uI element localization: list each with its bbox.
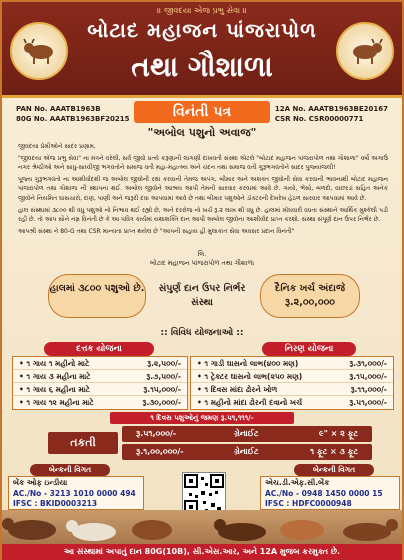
80g-number: 80G No. AAATB1963BF20215: [16, 115, 130, 123]
appeal-badge: વિનંતી પત્ર: [134, 101, 270, 123]
cow-photo-strip: [2, 510, 402, 544]
plaque-section: [18, 426, 390, 462]
bank-account: AC./No - 3213 1010 0000 494: [13, 488, 136, 498]
letter-paragraph: આપશ્રી સંસ્થા ને 80-G તથા CSR માન્યતા પ્રાપ્ત થયેલ છે "આપની સહાય હી મુલાકાત સેવા અવસર પ્રદાન વિનંતી": [18, 227, 295, 235]
registration-right: [275, 104, 388, 124]
signoff-name: બોટાદ મહાજન પાંજરાપોળ તથા ગૌશાળા: [149, 259, 255, 267]
signoff-prefix: લિ.: [197, 250, 207, 258]
list-item: • ૧ ગાય ૧ મહીનો માટે રૂ.૨,૫૦૦/-: [13, 357, 187, 370]
letter-paragraph: હાલ સંસ્થામાં ૩૮૦૦ થી વધુ પશુઓ નો નિભાવ થઈ રહ્યો છે, અને દરરોજ નો ખર્ચ રૂ.૨ લાખ થી વધુ છે. હાલમાં મોંઘવારી વધતા સંસ્થાને આર્થિક મુશ્કેલી પડી રહી છે. તો આપ સૌને નમ્ર વિનંતી છે કે આ પવિત્ર કાર્યમાં યથાશક્તિ દાન આપી અબોલ જીવોના આશીર્વાદ પ્રાપ્ત કરશો. સંસ્થા સંપૂર્ણ દાન ઉપર નિર્ભર છે.: [18, 206, 388, 224]
bank-details-right: [260, 476, 400, 510]
letter-body: [18, 142, 388, 238]
daily-meal-bar: ૧ દિવસ પશુઓનું જમણ રૂ.૫૧,૧૧૧/-: [110, 412, 294, 424]
stat-daily-cost: દૈનિક ખર્ચ અંદાજે રૂ.૨,૦૦,૦૦૦: [260, 274, 360, 318]
letter-paragraph: "જીવદયા એજ પ્રભુ સેવા" ના મંત્રને વરેલી, સર્વ જીવો પ્રત્યે કરૂણાની લાગણી દાખવતી સંસ્થા એટલે "બોટાદ મહાજન પાંજરાપોળ તથા ગૌશાળા" વર્ષો અગાઉ નગર શ્રેષ્ઠીઓ અને સાધુ-સાધ્વીજી ભગવંતોને સમાજ વતી મહા-મહાત્મ્ય અને ચંદન તથા સમાજ વતી ગુરૂભગવંતોને સાદર પુજ્યાંજલી!: [18, 154, 388, 172]
bank-title-left: બેન્કની વિગત: [30, 464, 110, 476]
bank-name: એચ.ડી.એફ.સી.બેંક: [265, 478, 330, 487]
bank-ifsc: IFSC : HDFC0000948: [265, 499, 352, 508]
adopt-scheme-list: [12, 356, 188, 410]
feed-scheme-title: નિરણ યોજના: [262, 342, 356, 356]
list-item: • ૧ ટ્રેક્ટર ઘાસનો લાભ(૨૫૦ મણ) રૂ.૧૫,૦૦૦/-: [191, 370, 393, 383]
header-banner: [2, 2, 402, 98]
list-item: • ૧ ગાય ૬ મહીના માટે રૂ.૧૫,૦૦૦/-: [13, 383, 187, 396]
adopt-scheme-title: દત્તક યોજના: [44, 342, 154, 356]
stats-row: [16, 274, 388, 324]
appeal-subtitle: "અબોલ પશુનો અવાજ": [147, 126, 257, 139]
bank-details-left: [8, 476, 144, 510]
list-item: • ૧ દિવસ માંદા ઢોરને ખોળ રૂ.૧૧,૦૦૦/-: [191, 383, 393, 396]
cow-logo-icon: [336, 22, 394, 80]
letter-paragraph: પૂજ્ય ગુરૂભગવંતો ના આશીર્વાદથી જ અબોલ જીવોની રક્ષા કરવાની તેમજ અપંગ, બીમાર અને અશક્ત જીવોની સેવા કરવાની ભાવનાથી બોટાદ મહાજન પાંજરાપોળ તથા ગૌશાળા ની સ્થાપના થઈ. અબોલ જીવોને આશ્રય આપી તેમની સારવાર કરવામાં આવે છે. ગાયો, ભેંસો, બળદો, વાછરડાં સહિત અનેક જીવોને નિયમિત ઘાસચારો, દાણ, પાણી અને જરૂરી દવા આપવામાં આવે છે તથા બીમાર પશુઓને ડૉક્ટરની દેખરેખ હેઠળ સારવાર આપવામાં આવે છે.: [18, 175, 388, 202]
plaque-label: તકતી: [48, 432, 118, 454]
bank-name: બેંક ઓફ ઇન્ડીયા: [13, 478, 68, 487]
stat-donation: સંપુર્ણ દાન ઉપર નિર્ભર સંસ્થા: [158, 283, 246, 308]
registration-left: [16, 104, 129, 124]
bank-title-right: બેન્કની વિગત: [294, 464, 374, 476]
org-title-line1: બોટાદ મહાજન પાંજરાપોળ: [87, 18, 317, 42]
list-item: • ૧ ગાય ૧૨ મહીના માટે રૂ.૩૦,૦૦૦/-: [19, 398, 181, 407]
bank-account: AC./No - 0948 1450 0000 15: [265, 488, 383, 498]
feed-scheme-list: [190, 356, 394, 410]
list-item: • ૧ મહીનો માંદા ઢોરની દવાનો ખર્ચ રૂ.૫૧,૦૦૦/-: [197, 398, 387, 407]
plaque-row: રૂ.૫૧,૦૦૦/- ગ્રેનાઈટ ૯" × ૨ ફૂટ: [122, 426, 372, 442]
footer-tax-note: આ સંસ્થામાં અપાતું દાન 80G(10B), સી.એસ.આર, અને 12A મુજબ કરમુક્ત છે.: [2, 544, 402, 560]
bank-ifsc: IFSC : BKID0003213: [13, 499, 98, 508]
schemes-title: :: વિવિધ યોજનાઓ ::: [160, 328, 244, 338]
cow-logo-icon: [10, 22, 68, 80]
pan-number: PAN No. AAATB1963B: [16, 105, 101, 113]
org-title-line2: તથા ગૌશાળા: [131, 50, 273, 83]
list-item: • ૧ ગાડી ઘાસનો લાભ(૪૦૦ મણ) રૂ.૩૧,૦૦૦/-: [191, 357, 393, 370]
plaque-row: રૂ.૧,૦૦,૦૦૦/- ગ્રેનાઈટ ૧ ફૂટ × ૩ ફૂટ: [122, 444, 372, 460]
top-tagline: ॥ જીવદયા એજ પ્રભુ સેવા ॥: [157, 6, 247, 15]
list-item: • ૧ ગાય ૩ મહીના માટે રૂ.૭,૫૦૦/-: [13, 370, 187, 383]
csr-number: CSR No. CSR00000771: [274, 115, 364, 123]
stat-animals: હાલમાં ૩૮૦૦ પશુઓ છે.: [48, 274, 146, 318]
signoff: [2, 250, 402, 268]
letter-greeting: જીવદયા પ્રેમીઓને સાદર પ્રણામ,: [18, 143, 96, 150]
12a-number: 12A No. AAATB1963BE20167: [274, 105, 388, 113]
